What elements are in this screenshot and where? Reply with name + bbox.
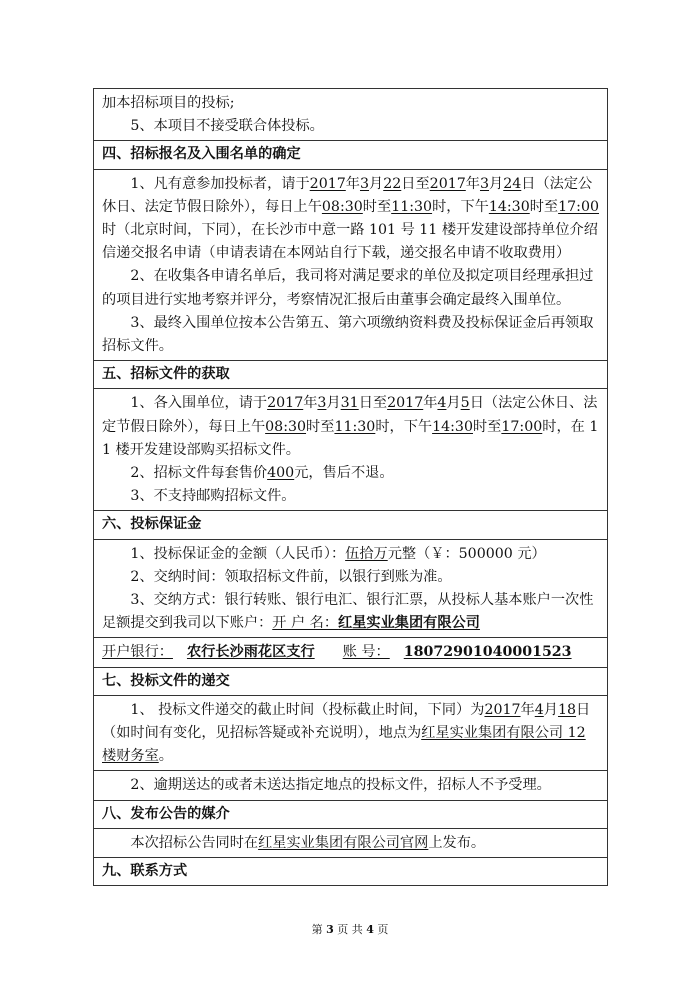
bank-account-row (94, 638, 608, 667)
section-4-heading-row (94, 141, 608, 169)
s7-paragraph-1: 1、 投标文件递交的截止时间（投标截止时间，下同）为2017年4月18日（如时间有变化，见招标答疑或补充说明），地点为红星实业集团有限公司 12 楼财务室。 (102, 701, 591, 765)
section-6-heading-row (94, 511, 608, 539)
section-9-heading-row (94, 858, 608, 886)
bank-account-line (102, 641, 599, 664)
section-6-body-row (94, 539, 608, 638)
section-5-body-row (94, 389, 608, 511)
section-8-heading-row (94, 800, 608, 828)
tender-notice-table (93, 88, 608, 886)
s5-paragraph-3: 3、不支持邮购招标文件。 (130, 488, 296, 505)
section-4-title: 四、招标报名及入围名单的确定 (94, 141, 608, 169)
section-8-body-row (94, 828, 608, 857)
section-8-title: 八、发布公告的媒介 (94, 800, 608, 828)
section-7-item-2-row (94, 771, 608, 800)
section-5-title: 五、招标文件的获取 (94, 361, 608, 389)
section-6-title: 六、投标保证金 (94, 511, 608, 539)
s6-paragraph-3: 3、交纳方式：银行转账、银行电汇、银行汇票，从投标人基本账户一次性足额提交到我司以下账户：开 户 名：红星实业集团有限公司 (102, 592, 594, 632)
page-number: 3 (326, 923, 334, 936)
continued-text: 加本招标项目的投标; (102, 95, 235, 111)
item-5-text: 5、本项目不接受联合体投标。 (130, 118, 324, 135)
section-7-title: 七、投标文件的递交 (94, 667, 608, 695)
s6-paragraph-1: 1、投标保证金的金额（人民币）：伍拾万元整（￥：500000 元） (130, 545, 546, 562)
account-number: 18072901040001523 (403, 644, 572, 661)
page-footer: 第 3 页 共 4 页 (311, 923, 389, 936)
section-7-heading-row (94, 667, 608, 695)
section-5-heading-row (94, 361, 608, 389)
continued-section-row (94, 89, 608, 141)
s6-paragraph-2: 2、交纳时间：领取招标文件前，以银行到账为准。 (130, 568, 452, 585)
s4-paragraph-1: 1、凡有意参加投标者，请于2017年3月22日至2017年3月24日（法定公休日、法定节假日除外），每日上午08:30时至11:30时，下午14:30时至17:00时（北京时间，下同），在长沙市中意一路 101 号 11 楼开发建设部持单位介绍信递交报名申请（申请表请在本网站自行下载，递交报名申请不收取费用） (102, 175, 600, 262)
s5-paragraph-2: 2、招标文件每套售价400元，售后不退。 (130, 465, 394, 482)
section-4-body-row (94, 169, 608, 361)
section-7-body-row (94, 695, 608, 771)
s4-paragraph-3: 3、最终入围单位按本公告第五、第六项缴纳资料费及投标保证金后再领取招标文件。 (102, 314, 594, 355)
s8-paragraph-1: 本次招标公告同时在红星实业集团有限公司官网上发布。 (130, 834, 486, 851)
s7-paragraph-2: 2、逾期送达的或者未送达指定地点的投标文件，招标人不予受理。 (130, 777, 551, 794)
s4-paragraph-2: 2、在收集各申请名单后，我司将对满足要求的单位及拟定项目经理承担过的项目进行实地考察并评分，考察情况汇报后由董事会确定最终入围单位。 (102, 268, 594, 308)
section-9-title: 九、联系方式 (94, 858, 608, 886)
total-pages: 4 (366, 923, 374, 936)
bank-label: 开户银行： (102, 644, 173, 661)
bank-name: 农行长沙雨花区支行 (186, 644, 315, 661)
s5-paragraph-1: 1、各入围单位，请于2017年3月31日至2017年4月5日（法定公休日、法定节假日除外），每日上午08:30时至11:30时，下午14:30时至17:00时，在 11 楼开发建设部购买招标文件。 (102, 395, 599, 458)
account-label: 账 号： (342, 644, 390, 661)
